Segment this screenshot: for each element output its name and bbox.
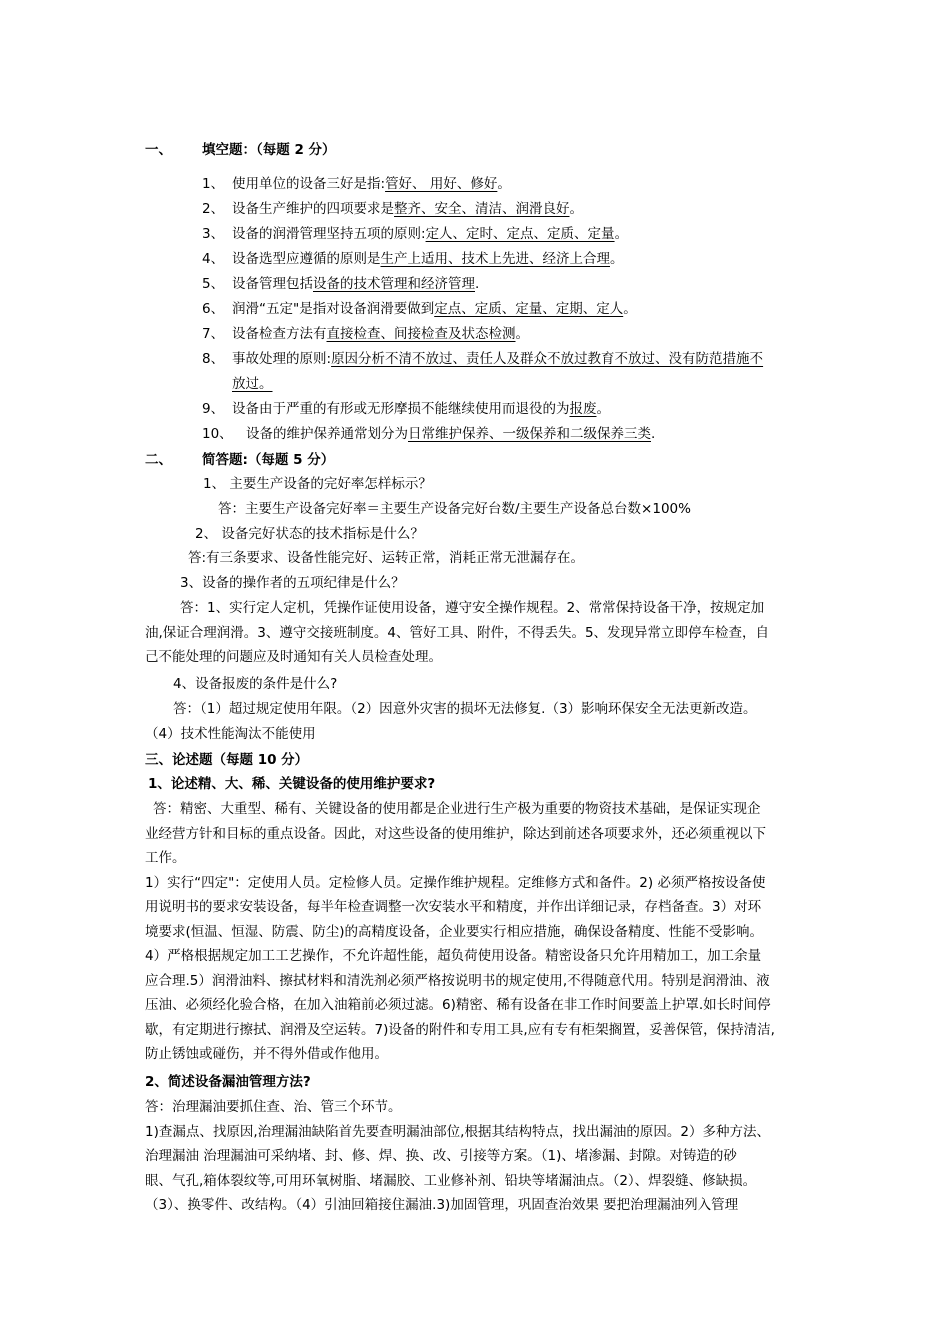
fill-in-item: [202, 349, 763, 369]
item-question: 设备的润滑管理坚持五项的原则:: [232, 226, 426, 242]
item-question: 设备的维护保养通常划分为: [246, 426, 408, 442]
item-punctuation: 。: [596, 401, 610, 417]
item-number: 9、: [202, 401, 225, 417]
item-question: 设备管理包括: [232, 276, 313, 292]
item-punctuation: 。: [614, 226, 629, 242]
item-question: 设备检查方法有: [232, 326, 327, 342]
answer-line: 1)查漏点、找原因,治理漏油缺陷首先要查明漏油部位,根据其结构特点，找出漏油的原因。2）多种方法、: [145, 1123, 771, 1140]
fill-in-item: [202, 249, 624, 269]
answer-line: 业经营方针和目标的重点设备。因此，对这些设备的使用维护，除达到前述各项要求外，还必须重视以下: [145, 825, 766, 842]
answer-line: 油,保证合理润滑。3、遵守交接班制度。4、管好工具、附件，不得丢失。5、发现异常立即停车检查，自: [145, 624, 770, 641]
item-number: 2、: [202, 201, 225, 217]
item-punctuation: 。: [515, 326, 529, 342]
fill-in-item: [202, 199, 583, 219]
answer-2-3: [145, 596, 817, 670]
item-question: 使用单位的设备三好是指:: [232, 176, 386, 192]
fill-in-item: [202, 299, 637, 319]
answer-line: 答：治理漏油要抓住查、治、管三个环节。: [145, 1099, 402, 1115]
answer-line: 治理漏油 治理漏油可采纳堵、封、修、焊、换、改、引接等方案。（1)、堵渗漏、封隙。对铸造的砂: [145, 1148, 737, 1164]
item-number: 8、: [202, 351, 225, 367]
item-punctuation: 。: [497, 176, 511, 192]
answer-line: 答：精密、大重型、稀有、关键设备的使用都是企业进行生产极为重要的物资技术基础，是保证实现企: [153, 801, 761, 817]
item-question: 设备选型应遵循的原则是: [232, 251, 381, 267]
fill-in-item: [202, 399, 610, 419]
answer-3-2: [145, 1095, 817, 1218]
fill-in-item: [202, 274, 479, 294]
answer-line: 压油、必须经化验合格，在加入油箱前必须过滤。6)精密、稀有设备在非工作时间要盖上护罩.如长时间停: [145, 997, 771, 1013]
question-3-2: 2、简述设备漏油管理方法?: [145, 1074, 311, 1090]
answer-line: 1）实行“四定"：定使用人员。定检修人员。定操作维护规程。定维修方式和备件。2) 必须严格按设备使: [145, 874, 766, 891]
question-2-1: 1、 主要生产设备的完好率怎样标示？: [203, 476, 432, 492]
answer-2-4: [145, 697, 817, 746]
answer-line: 眼、气孔,箱体裂纹等,可用环氧树脂、堵漏胶、工业修补剂、铅块等堵漏油点。（2）、焊裂缝、修缺损。: [145, 1172, 757, 1189]
item-answer: 放过。: [232, 376, 273, 392]
item-number: 1、: [202, 176, 225, 192]
item-question: 事故处理的原则:: [232, 351, 332, 367]
item-number: 6、: [202, 301, 225, 317]
answer-line: （3）、换零件、改结构。（4）引油回箱接住漏油.3)加固管理，巩固查治效果 要把治理漏油列入管理: [145, 1197, 739, 1213]
section1-title: 填空题：（每题 2 分）: [202, 142, 336, 158]
item-answer: 定人、定时、定点、定质、定量: [425, 226, 615, 242]
item-question: 润滑“五定"是指对设备润滑要做到: [232, 301, 435, 317]
answer-line: 防止锈蚀或碰伤，并不得外借或作他用。: [145, 1046, 388, 1062]
answer-line: 应合理.5）润滑油料、擦拭材料和清洗剂必须严格按说明书的规定使用,不得随意代用。特别是润滑油、液: [145, 972, 770, 989]
answer-2-1: 答：主要生产设备完好率＝主要生产设备完好台数/主要生产设备总台数×100%: [218, 501, 691, 517]
item-answer: 原因分析不清不放过、责任人及群众不放过教育不放过、没有防范措施不: [331, 351, 764, 367]
answer-line: 歇，有定期进行擦拭、润滑及空运转。7)设备的附件和专用工具,应有专有柜架搁置，妥善保管，保持清洁,: [145, 1021, 775, 1038]
section1-heading: [145, 140, 336, 160]
item-punctuation: 。: [623, 301, 637, 317]
answer-line: 答：（1）超过规定使用年限。（2）因意外灾害的损坏无法修复.（3）影响环保安全无法更新改造。: [173, 701, 757, 717]
item-answer: 直接检查、间接检查及状态检测: [326, 326, 516, 342]
section2-number: 二、: [145, 452, 172, 468]
item-number: 7、: [202, 326, 225, 342]
fill-in-item: [202, 424, 655, 444]
item-answer: 整齐、安全、清洁、润滑良好: [394, 201, 570, 217]
item-punctuation: 。: [569, 201, 583, 217]
section3-title: 三、论述题（每题 10 分）: [145, 752, 309, 768]
item-answer: 设备的技术管理和经济管理: [313, 276, 475, 292]
question-2-4: 4、设备报废的条件是什么?: [173, 676, 338, 692]
item-answer: 日常维护保养、一级保养和二级保养三类: [408, 426, 651, 442]
item-number: 10、: [202, 426, 233, 442]
fill-in-item: [202, 324, 529, 344]
item-question: 设备生产维护的四项要求是: [232, 201, 394, 217]
item-answer: 报废: [569, 401, 597, 417]
fill-in-item: [202, 174, 511, 194]
fill-in-item: [232, 374, 273, 394]
item-punctuation: .: [475, 276, 480, 292]
item-number: 5、: [202, 276, 225, 292]
item-question: 设备由于严重的有形或无形摩损不能继续使用而退役的为: [232, 401, 570, 417]
answer-line: 己不能处理的问题应及时通知有关人员检查处理。: [145, 649, 442, 665]
fill-in-item: [202, 224, 628, 244]
section1-number: 一、: [145, 142, 172, 158]
answer-line: 工作。: [145, 850, 186, 866]
item-number: 4、: [202, 251, 225, 267]
item-punctuation: .: [651, 426, 656, 442]
answer-line: 答：1、实行定人定机，凭操作证使用设备，遵守安全操作规程。2、常常保持设备干净，按规定加: [180, 600, 765, 616]
item-number: 3、: [202, 226, 225, 242]
answer-2-2: 答:有三条要求、设备性能完好、运转正常，消耗正常无泄漏存在。: [188, 550, 585, 566]
item-answer: 生产上适用、技术上先进、经济上合理: [380, 251, 610, 267]
section2-title: 简答题:（每题 5 分）: [202, 452, 335, 468]
section2-heading: [145, 450, 334, 470]
answer-3-1: [145, 797, 817, 1067]
question-3-1: 1、论述精、大、稀、关键设备的使用维护要求?: [148, 776, 436, 792]
answer-line: 用说明书的要求安装设备，每半年检查调整一次安装水平和精度，并作出详细记录，存档备查。3）对环: [145, 899, 762, 915]
question-2-3: 3、设备的操作者的五项纪律是什么？: [180, 575, 405, 591]
item-answer: 定点、定质、定量、定期、定人: [434, 301, 624, 317]
answer-line: （4）技术性能淘汰不能使用: [145, 725, 316, 742]
item-punctuation: 。: [610, 251, 624, 267]
answer-line: 4）严格根据规定加工工艺操作，不允许超性能，超负荷使用设备。精密设备只允许用精加工，加工余量: [145, 948, 762, 964]
answer-line: 境要求(恒温、恒湿、防震、防尘)的高精度设备，企业要实行相应措施，确保设备精度、性能不受影响。: [145, 923, 764, 940]
question-2-2: 2、 设备完好状态的技术指标是什么？: [195, 526, 424, 542]
item-answer: 管好、 用好、修好: [385, 176, 498, 192]
